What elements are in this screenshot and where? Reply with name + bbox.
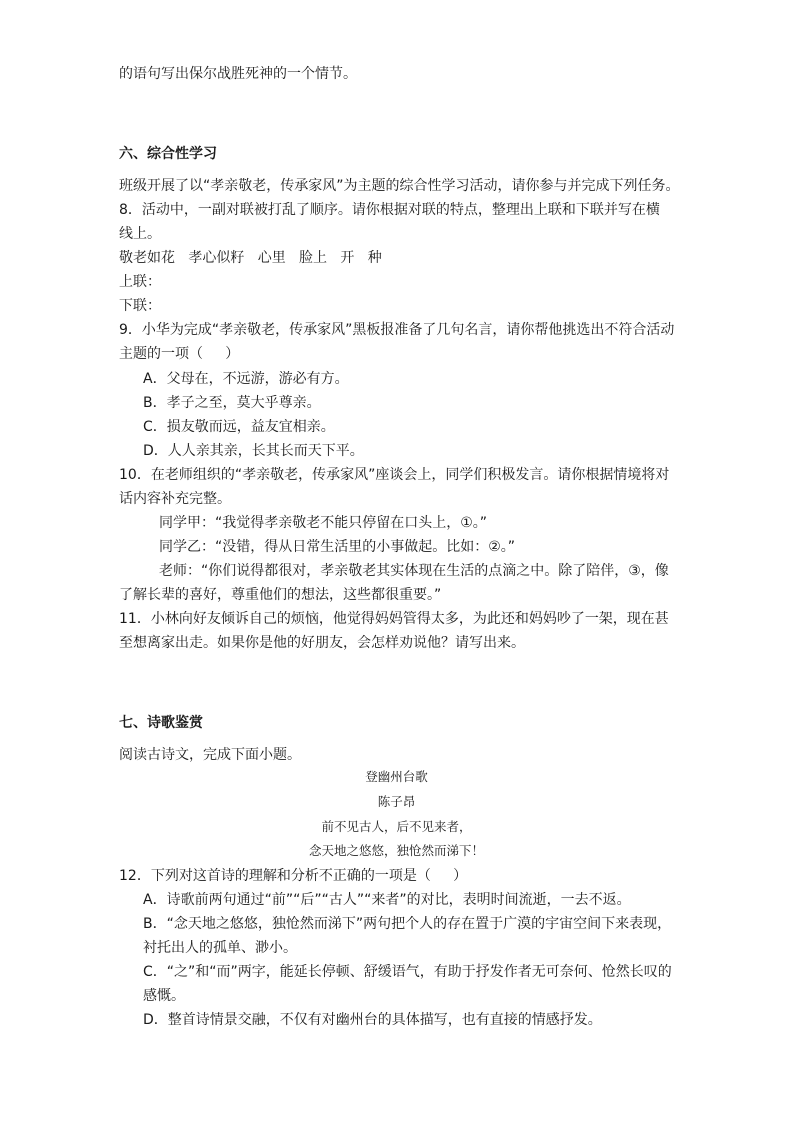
q8-lower-couplet-blank: 下联： <box>119 298 161 314</box>
q9-option-a: A．父母在，不远游，游必有方。 <box>143 371 349 387</box>
poem-author: 陈子昂 <box>377 794 416 809</box>
q12-option-d: D．整首诗情景交融，不仅有对幽州台的具体描写，也有直接的情感抒发。 <box>143 1012 602 1028</box>
q9-stem-line2: 主题的一项（ ） <box>119 346 240 362</box>
q10-dialogue-teacher-line1: 老师：“你们说得都很对，孝亲敬老其实体现在生活的点滴之中。除了陪伴，③，像 <box>159 563 669 579</box>
q12-option-b-line1: B．“念天地之悠悠，独怆然而涕下”两句把个人的存在置于广漠的宇宙空间下来表现， <box>143 916 672 932</box>
section-6-title: 六、综合性学习 <box>119 146 217 162</box>
poem-title: 登幽州台歌 <box>365 769 428 784</box>
q9-option-c: C．损友敬而远，益友宜相亲。 <box>143 419 335 435</box>
q10-stem-line1: 10．在老师组织的“孝亲敬老，传承家风”座谈会上，同学们积极发言。请你根据情境将对 <box>119 467 670 483</box>
section-7-intro: 阅读古诗文，完成下面小题。 <box>119 747 301 763</box>
q11-stem-line1: 11．小林向好友倾诉自己的烦恼，他觉得妈妈管得太多，为此还和妈妈吵了一架，现在甚 <box>119 611 669 627</box>
q8-stem-line1: 8．活动中，一副对联被打乱了顺序。请你根据对联的特点，整理出上联和下联并写在横 <box>119 202 660 218</box>
q8-stem-line2: 线上。 <box>119 226 161 242</box>
q9-option-d: D．人人亲其亲，长其长而天下平。 <box>143 443 364 459</box>
q12-option-a: A．诗歌前两句通过“前”“后”“古人”“来者”的对比，表明时间流逝，一去不返。 <box>143 892 631 908</box>
q12-option-c-line2: 感慨。 <box>143 988 185 1004</box>
q10-dialogue-teacher-line2: 了解长辈的喜好，尊重他们的想法，这些都很重要。” <box>119 587 442 603</box>
poem-line1: 前不见古人，后不见来者， <box>321 819 472 834</box>
section-6-intro: 班级开展了以“孝亲敬老，传承家风”为主题的综合性学习活动，请你参与并完成下列任务。 <box>119 178 680 194</box>
continued-question-line: 的语句写出保尔战胜死神的一个情节。 <box>119 66 357 82</box>
section-7-title: 七、诗歌鉴赏 <box>119 715 203 731</box>
q12-stem: 12．下列对这首诗的理解和分析不正确的一项是（ ） <box>119 868 468 884</box>
q10-dialogue-student-a: 同学甲：“我觉得孝亲敬老不能只停留在口头上，①。” <box>159 515 488 531</box>
q11-stem-line2: 至想离家出走。如果你是他的好朋友，会怎样劝说他？请写出来。 <box>119 635 525 651</box>
q9-stem-line1: 9．小华为完成“孝亲敬老，传承家风”黑板报准备了几句名言，请你帮他挑选出不符合活动 <box>119 322 675 338</box>
poem-line2: 念天地之悠悠，独怆然而涕下！ <box>308 843 484 858</box>
q10-dialogue-student-b: 同学乙：“没错，得从日常生活里的小事做起。比如：②。” <box>159 539 516 555</box>
q12-option-c-line1: C．“之”和“而”两字，能延长停顿、舒缓语气，有助于抒发作者无可奈何、怆然长叹的 <box>143 964 672 980</box>
q9-option-b: B．孝子之至，莫大乎尊亲。 <box>143 395 321 411</box>
q8-word-bank: 敬老如花 孝心似籽 心里 脸上 开 种 <box>119 250 382 266</box>
q12-option-b-line2: 衬托出人的孤单、渺小。 <box>143 940 297 956</box>
q10-stem-line2: 话内容补充完整。 <box>119 491 231 507</box>
q8-upper-couplet-blank: 上联： <box>119 274 161 290</box>
